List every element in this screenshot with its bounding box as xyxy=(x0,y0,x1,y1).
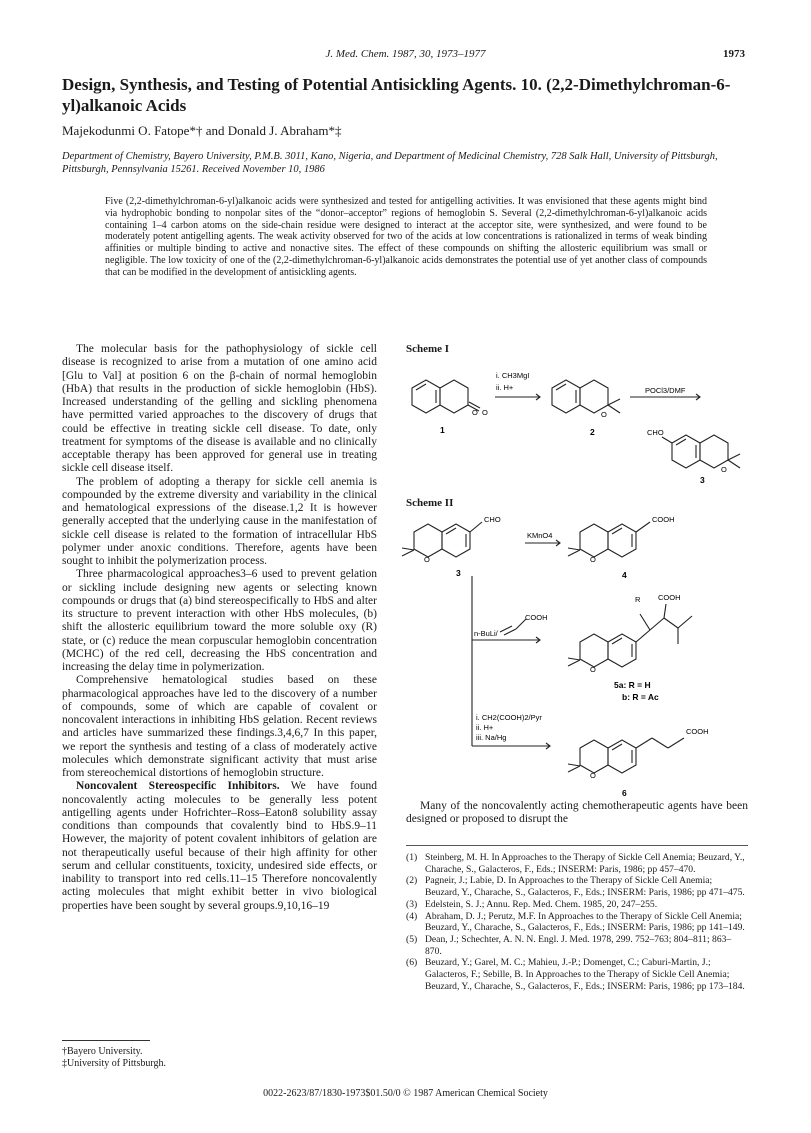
reference-item: (1) Steinberg, M. H. In Approaches to the Therapy of Sickle Cell Anemia; Beuzard, Y., Charache, S., Galacteros, F., Eds.; INSERM: Paris, 1986; pp 457–470. xyxy=(406,852,745,875)
reagent-na-hg: iii. Na/Hg xyxy=(476,733,507,742)
paragraph-4: Comprehensive hematological studies based on these pharmacological approaches have led to the discovery of a number of compounds, some of which are capable of covalent or noncovalent interactions in inhibiting HbS gelation. Recent reviews and articles have summarized these findings.3,4,6,7 In this paper, we report the synthesis and testing of a class of moderately active molecules which demonstrate significant activity that must arise from stereochemical distortions of hemoglobin structure. xyxy=(62,674,377,779)
paragraph-5 xyxy=(62,780,377,913)
reagent-nbuli: n-BuLi/ xyxy=(474,629,498,638)
paragraph-5-text: We have found noncovalently acting molecules to be generally less potent antigelling agents under Hofrichter–Ross–Eaton8 solubility assay conditions than compounds that covalently bind to HbS.9–11 However, the majority of potent covalent inhibitors of gelation are not therapeutically useful because of their high affinity for other serum and cellular constituents, toxicity, undesired side effects, or inability to transport into red cells.11–15 Therefore noncovalently acting molecules that might exhibit better in vivo biological properties have been sought by several groups.9,10,16–19 xyxy=(62,780,377,912)
page-footer: 0022-2623/87/1830-1973$01.50/0 © 1987 American Chemical Society xyxy=(263,1088,548,1099)
compound-5-pyran xyxy=(580,634,608,667)
references-rule xyxy=(406,845,748,846)
scheme2-o-4: O xyxy=(590,555,596,564)
reference-item: (3) Edelstein, S. J.; Annu. Rep. Med. Chem. 1985, 20, 247–255. xyxy=(406,898,658,910)
compound-2-number: 2 xyxy=(590,427,595,437)
scheme2-o-3: O xyxy=(424,555,430,564)
footnote-bayero: †Bayero University. xyxy=(62,1046,143,1057)
reference-item: (2) Pagneir, J.; Labie, D. In Approaches to the Therapy of Sickle Cell Anemia; Beuzard, Y., Charache, S., Galacteros, F., Eds.; INSERM: Paris, 1986; pp 471–475. xyxy=(406,875,745,899)
section-heading: Noncovalent Stereospecific Inhibitors. xyxy=(76,780,280,793)
scheme-1-figure xyxy=(400,355,750,485)
footnote-rule xyxy=(62,1040,150,1041)
running-head: J. Med. Chem. 1987, 30, 1973–1977 xyxy=(325,48,486,60)
authors: Majekodunmi O. Fatope*† and Donald J. Abraham*‡ xyxy=(62,123,342,138)
compound-5b-label: b: R = Ac xyxy=(622,692,659,702)
page-number: 1973 xyxy=(723,48,745,60)
compound-5a-label: 5a: R = H xyxy=(614,680,651,690)
compound-6-number: 6 xyxy=(622,788,627,798)
compound-3-o-label: O xyxy=(721,465,727,474)
scheme2-compound-3-pyran xyxy=(414,524,442,557)
compound-3-number: 3 xyxy=(700,475,705,485)
scheme2-o-6: O xyxy=(590,771,596,780)
scheme2-compound-3-number: 3 xyxy=(456,568,461,578)
footnote-pittsburgh: ‡University of Pittsburgh. xyxy=(62,1058,166,1069)
compound-1-carbonyl-o: O xyxy=(482,408,488,417)
compound-4-cooh: COOH xyxy=(652,515,675,524)
reagent-pocl3-dmf: POCl3/DMF xyxy=(645,386,686,395)
compound-5-r-label: R xyxy=(635,595,641,604)
compound-6-cooh: COOH xyxy=(686,727,709,736)
compound-4-pyran xyxy=(580,524,608,557)
right-paragraph-1: Many of the noncovalently acting chemotherapeutic agents have been designed or proposed to disrupt the xyxy=(406,800,748,826)
scheme2-o-5: O xyxy=(590,665,596,674)
compound-5-cooh: COOH xyxy=(658,593,681,602)
body-left-column xyxy=(62,343,377,913)
reagent-kmno4: KMnO4 xyxy=(527,531,553,540)
compound-2-o-label: O xyxy=(601,410,607,419)
compound-1-lactone-ring xyxy=(440,380,468,413)
reagent-ch3mgi: i. CH3MgI xyxy=(496,371,530,380)
scheme-2-title: Scheme II xyxy=(406,497,454,509)
compound-6-pyran xyxy=(580,740,608,773)
references-list xyxy=(406,852,748,992)
reagent-malonic-acid: i. CH2(COOH)2/Pyr xyxy=(476,713,542,722)
alkyne-cooh: COOH xyxy=(525,613,548,622)
compound-1-number: 1 xyxy=(440,425,445,435)
affiliation-footnotes xyxy=(62,1046,377,1070)
article-title: Design, Synthesis, and Testing of Potential Antisickling Agents. 10. (2,2-Dimethylchroman-6-yl)alkanoic Acids xyxy=(62,75,731,115)
affiliation: Department of Chemistry, Bayero University, P.M.B. 3011, Kano, Nigeria, and Department of Medicinal Chemistry, 728 Salk Hall, University of Pittsburgh, Pittsburgh, Pennsylvania 15261. Received November 10, 1986 xyxy=(62,151,718,175)
paragraph-1: The molecular basis for the pathophysiology of sickle cell disease is recognized to arise from a mutation of one amino acid [Glu to Val] at position 6 on the β-chain of normal hemoglobin (HbA) that results in the production of sickle hemoglobin (HbS). Increased understanding of the gelling and sickling phenomena have permitted varied approaches to the discovery of drugs that could be effective in treating sickle cell disease. To date, only treatment for symptoms of the disease is available and no clinically acceptable therapy has been approved for general use in treating sickle cell disease itself. xyxy=(62,343,377,475)
scheme2-cho-label: CHO xyxy=(484,515,501,524)
reference-item: (6) Beuzard, Y.; Garel, M. C.; Mahieu, J.-P.; Domenget, C.; Caburi-Martin, J.; Galacteros, F.; Sebille, B. In Approaches to the Therapy of Sickle Cell Anemia; Beuzard, Y., Charache, S., Galacteros, F., Eds.; INSERM: Paris, 1986; pp 173–184. xyxy=(406,957,745,992)
scheme-2-figure xyxy=(400,508,750,798)
reference-item: (4) Abraham, D. J.; Perutz, M.F. In Approaches to the Therapy of Sickle Cell Anemia; Beuzard, Y., Charache, S., Galacteros, F., Eds.; INSERM: Paris, 1986; pp 141–149. xyxy=(406,910,745,934)
scheme-1-title: Scheme I xyxy=(406,343,450,355)
compound-2-pyran-ring xyxy=(580,380,608,413)
body-right-column xyxy=(406,800,748,827)
paragraph-3: Three pharmacological approaches3–6 used to prevent gelation or sickling include designing new agents or selecting known compounds or drugs that (a) bind stereospecifically to HbS and alter its structure to prevent interaction with other HbS molecules, (b) shift the allosteric equilibrium toward the more soluble oxy (R) state, or (c) reduce the mean corpuscular hemoglobin concentration (MCHC) of the red cell, decreasing the HbS concentration and increasing the delay time in polymerization. xyxy=(62,568,377,673)
compound-4-number: 4 xyxy=(622,570,627,580)
reference-item: (5) Dean, J.; Schechter, A. N. N. Engl. J. Med. 1978, 299. 752–763; 804–811; 863–870. xyxy=(406,933,732,957)
paragraph-2: The problem of adopting a therapy for sickle cell anemia is compounded by the extreme diversity and variability in the clinical and hematological expressions of the disease.1,2 It is however generally accepted that the underlying cause in the manifestation of sickle cell disease is related to the formation of intracellular HbS polymer under anoxic conditions. Therefore, agents have been sought to inhibit the polymerization process. xyxy=(62,475,377,567)
reagent-h-plus-2: ii. H+ xyxy=(476,723,494,732)
reagent-h-plus: ii. H+ xyxy=(496,383,514,392)
compound-3-pyran-ring xyxy=(700,435,728,468)
compound-3-cho: CHO xyxy=(647,428,664,437)
abstract: Five (2,2-dimethylchroman-6-yl)alkanoic acids were synthesized and tested for antigelling activities. It was envisioned that these agents might bind via hydrophobic bonding to nonpolar sites of the “donor–acceptor” regions of hemoglobin S. Several (2,2-dimethylchroman-6-yl)alkanoic acids containing 1–4 carbon atoms on the side-chain residue were designed to interact at the acceptor site, were synthesized, and were found to be moderately potent antigelling agents. The weak activity observed for two of the acids at low concentrations is rationalized in terms of weak binding affinities or multiple binding to active and nonactive sites. The effect of these compounds on shifting the allosteric equilibrium was small or negligible. The low toxicity of one of the (2,2-dimethylchroman-6-yl)alkanoic acids demonstrates the potential use of yet another class of compounds that can be modified in the development of antisickling agents. xyxy=(105,196,707,278)
compound-1-o-label: O xyxy=(472,408,478,417)
